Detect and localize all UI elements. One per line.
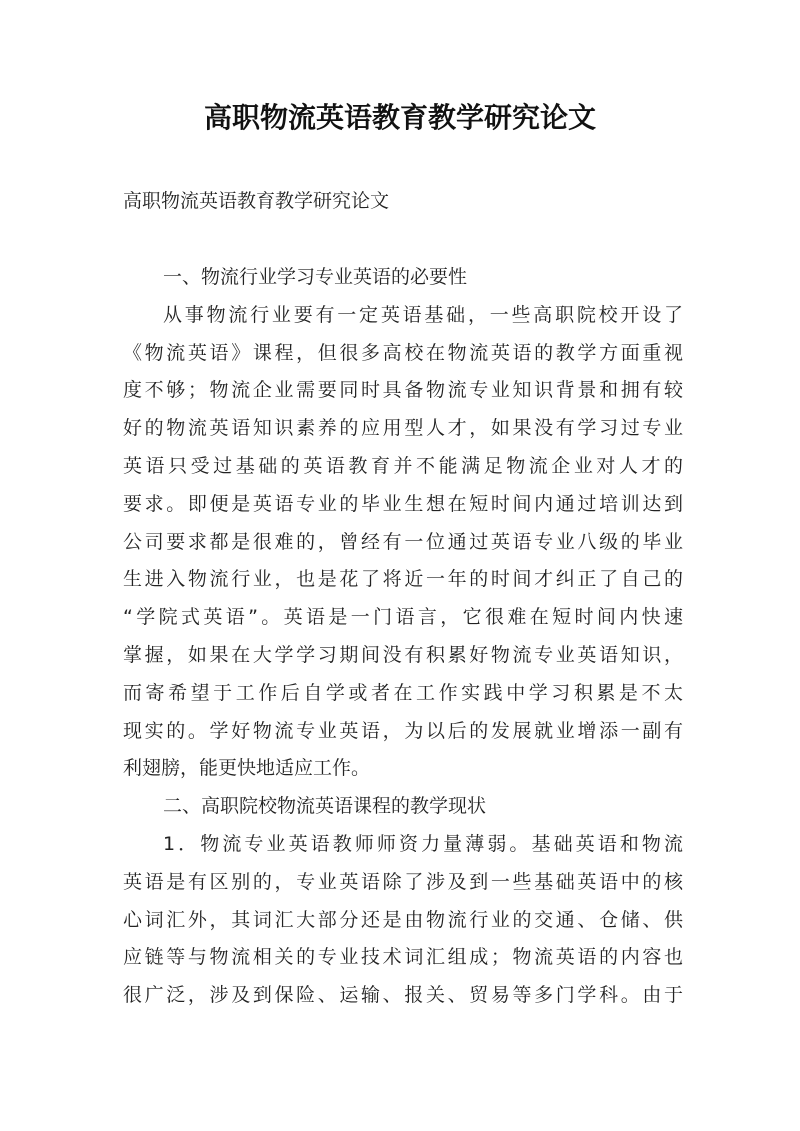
document-title: 高职物流英语教育教学研究论文	[203, 101, 596, 134]
text-line: “学院式英语”。英语是一门语言，它很难在短时间内快速	[123, 606, 683, 629]
text-line: 利翅膀，能更快地适应工作。	[123, 757, 371, 780]
text-line: 一、物流行业学习专业英语的必要性	[163, 266, 468, 288]
text-line: 英语只受过基础的英语教育并不能满足物流企业对人才的	[123, 454, 683, 477]
text-line: 度不够；物流企业需要同时具备物流专业知识背景和拥有较	[123, 379, 683, 402]
document-body	[123, 259, 683, 1015]
text-line: 很广泛，涉及到保险、运输、报关、贸易等多门学科。由于	[123, 984, 683, 1007]
text-line: 而寄希望于工作后自学或者在工作实践中学习积累是不太	[123, 681, 683, 704]
text-line: 《物流英语》课程，但很多高校在物流英语的教学方面重视	[123, 341, 683, 364]
text-line: 公司要求都是很难的，曾经有一位通过英语专业八级的毕业	[123, 530, 683, 553]
text-line: 生进入物流行业，也是花了将近一年的时间才纠正了自己的	[123, 568, 683, 591]
text-line: 从事物流行业要有一定英语基础，一些高职院校开设了	[163, 303, 683, 326]
text-line: 好的物流英语知识素养的应用型人才，如果没有学习过专业	[123, 417, 683, 440]
text-line: 掌握，如果在大学学习期间没有积累好物流专业英语知识，	[123, 643, 683, 666]
text-line: 现实的。学好物流专业英语，为以后的发展就业增添一副有	[123, 719, 683, 742]
text-line: 1．物流专业英语教师师资力量薄弱。基础英语和物流	[163, 832, 683, 855]
text-line: 要求。即便是英语专业的毕业生想在短时间内通过培训达到	[123, 492, 683, 515]
text-line: 应链等与物流相关的专业技术词汇组成；物流英语的内容也	[123, 946, 683, 969]
text-line: 二、高职院校物流英语课程的教学现状	[163, 795, 487, 818]
text-line: 英语是有区别的，专业英语除了涉及到一些基础英语中的核	[123, 870, 683, 893]
document-subtitle: 高职物流英语教育教学研究论文	[123, 190, 390, 212]
text-line: 心词汇外，其词汇大部分还是由物流行业的交通、仓储、供	[123, 908, 683, 931]
